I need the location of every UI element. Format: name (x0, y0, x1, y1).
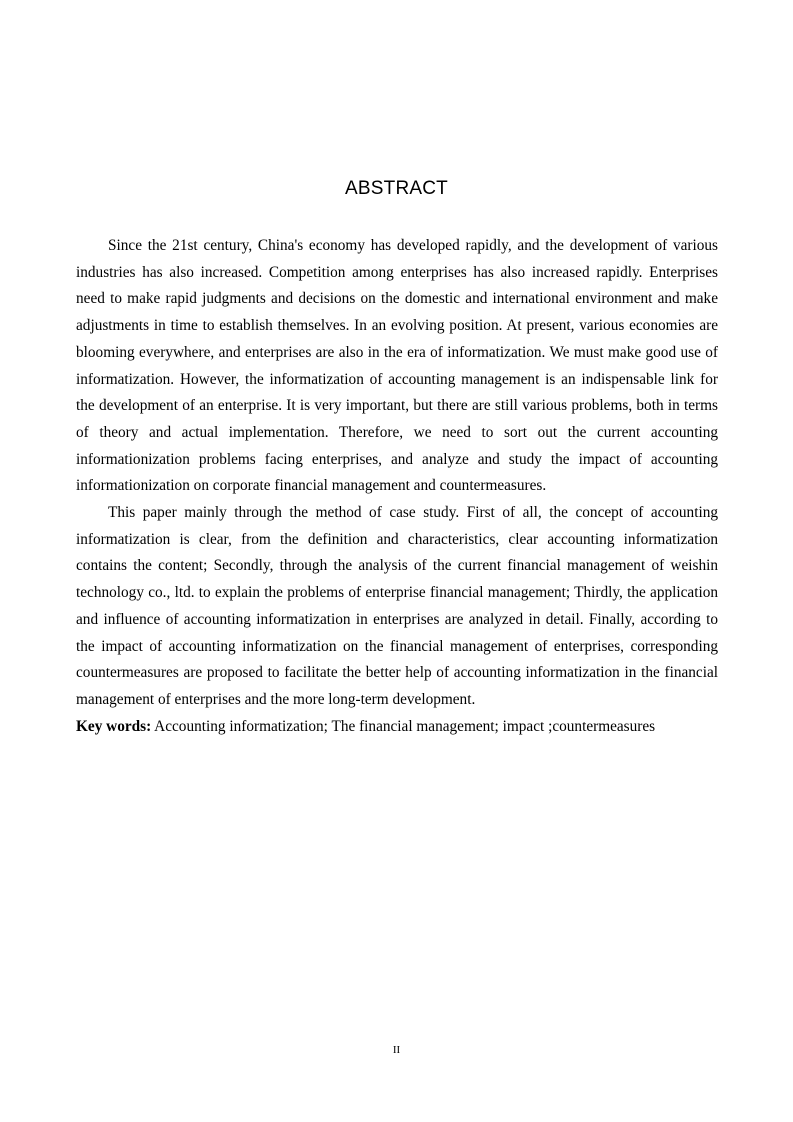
abstract-paragraph-1: Since the 21st century, China's economy has developed rapidly, and the development of various industries has also increased. Competition among enterprises has also increased rapidly. Enterprises need to make rapid judgments and decisions on the domestic and international environment and make adjustments in time to establish themselves. In an evolving position. At present, various economies are blooming everywhere, and enterprises are also in the era of informatization. We must make good use of informatization. However, the informatization of accounting management is an indispensable link for the development of an enterprise. It is very important, but there are still various problems, both in terms of theory and actual implementation. Therefore, we need to sort out the current accounting informationization problems facing enterprises, and analyze and study the impact of accounting informationization on corporate financial management and countermeasures. (76, 237, 718, 495)
keywords-line (76, 714, 718, 741)
abstract-body (76, 233, 718, 740)
keywords-text: Accounting informatization; The financial management; impact ;countermeasures (151, 717, 656, 735)
page-number: II (392, 1044, 401, 1056)
abstract-paragraph-2: This paper mainly through the method of case study. First of all, the concept of accounting informatization is clear, from the definition and characteristics, clear accounting informatization contains the content; Secondly, through the analysis of the current financial management of weishin technology co., ltd. to explain the problems of enterprise financial management; Thirdly, the application and influence of accounting informatization in enterprises are analyzed in detail. Finally, according to the impact of accounting informatization on the financial management of enterprises, corresponding countermeasures are proposed to facilitate the better help of accounting informatization in the financial management of enterprises and the more long-term development. (76, 504, 718, 708)
abstract-title: ABSTRACT (345, 178, 448, 199)
keywords-label: Key words: (76, 717, 152, 735)
